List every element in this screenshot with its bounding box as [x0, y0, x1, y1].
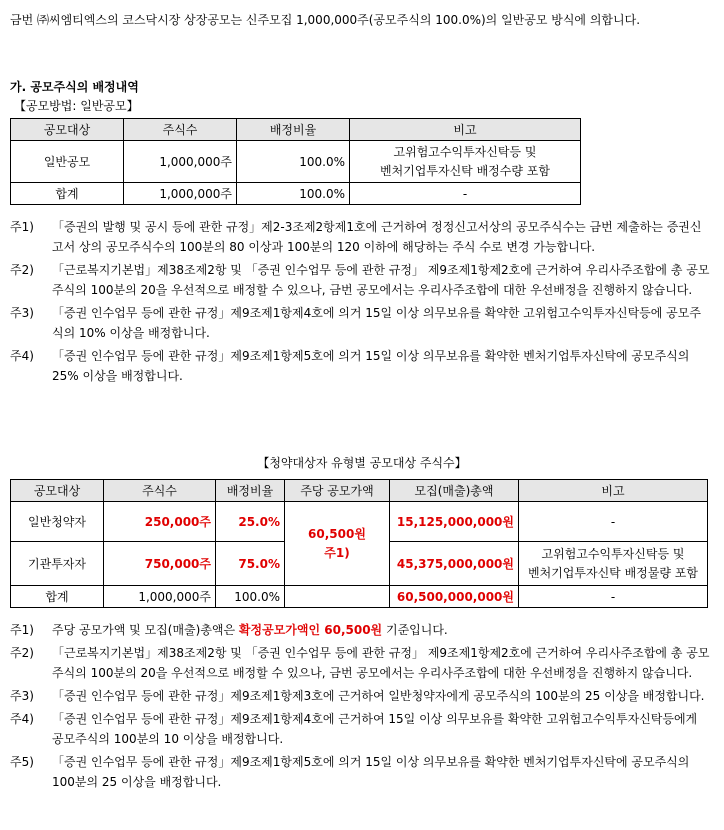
- footnote-label: 주4): [10, 349, 34, 363]
- table-row: [11, 183, 581, 205]
- footnote-text: 「증권 인수업무 등에 관한 규정」제9조제1항제5호에 의거 15일 이상 의무보유를 확약한 벤처기업투자신탁에 공모주식의 100분의 25 이상을 배정합니다.: [52, 755, 690, 789]
- cell-target: 합계: [11, 586, 104, 608]
- footnote-label: 주1): [10, 623, 34, 637]
- cell-note: -: [350, 183, 581, 205]
- footnote-text: 「증권 인수업무 등에 관한 규정」제9조제1항제5호에 의거 15일 이상 의무보유를 확약한 벤처기업투자신탁에 공모주식의 25% 이상을 배정합니다.: [52, 349, 690, 383]
- cell-price: [285, 502, 390, 586]
- table-caption: 【청약대상자 유형별 공모대상 주식수】: [257, 456, 467, 470]
- footnote-text-post: 기준입니다.: [382, 623, 448, 637]
- cell-ratio: 100.0%: [237, 141, 350, 183]
- cell-note: [519, 542, 708, 586]
- footnote-label: 주2): [10, 263, 34, 277]
- footnote-text: 「근로복지기본법」제38조제2항 및 「증권 인수업무 등에 관한 규정」 제9조제1항제2호에 근거하여 우리사주조합에 총 공모주식의 100분의 20을 우선적으로 배정할 수 있으나, 금번 공모에서는 우리사주조합에 대한 우선배정을 진행하지 않습니다.: [52, 646, 710, 680]
- footnote: [10, 260, 712, 300]
- notes-section-1: [10, 217, 712, 389]
- cell-shares: 250,000주: [104, 502, 216, 542]
- cell-ratio: 100.0%: [237, 183, 350, 205]
- cell-ratio: 25.0%: [216, 502, 285, 542]
- footnote: [10, 709, 712, 749]
- subscriber-table: [10, 479, 708, 608]
- header-target: 공모대상: [11, 119, 124, 141]
- footnote: [10, 303, 712, 343]
- header-ratio: 배정비율: [237, 119, 350, 141]
- table-row: [11, 502, 708, 542]
- header-shares: 주식수: [124, 119, 237, 141]
- footnote: [10, 620, 712, 640]
- cell-target: 합계: [11, 183, 124, 205]
- footnote-label: 주1): [10, 220, 34, 234]
- cell-target: 일반청약자: [11, 502, 104, 542]
- cell-note: -: [519, 502, 708, 542]
- section-heading: 가. 공모주식의 배정내역: [10, 80, 139, 94]
- cell-shares: 1,000,000주: [124, 183, 237, 205]
- footnote-text: 「증권의 발행 및 공시 등에 관한 규정」제2-3조제2항제1호에 근거하여 정정신고서상의 공모주식수는 금번 제출하는 증권신고서 상의 공모주식수의 100분의 80 이상과 100분의 120 이하에 해당하는 주식 수로 변경 가능합니다.: [52, 220, 702, 254]
- footnote-label: 주3): [10, 689, 34, 703]
- offering-method: 【공모방법: 일반공모】: [14, 99, 139, 113]
- cell-ratio: 75.0%: [216, 542, 285, 586]
- cell-price-empty: [285, 586, 390, 608]
- footnote: [10, 752, 712, 792]
- cell-target: 일반공모: [11, 141, 124, 183]
- footnote-text: [52, 620, 712, 640]
- price-footnote-ref: 주1): [324, 545, 350, 560]
- cell-note: -: [519, 586, 708, 608]
- header-total: 모집(매출)총액: [390, 480, 519, 502]
- notes-section-2: [10, 620, 712, 795]
- footnote-text: 「증권 인수업무 등에 관한 규정」제9조제1항제4호에 근거하여 15일 이상 의무보유를 확약한 고위험고수익투자신탁등에게 공모주식의 100분의 10 이상을 배정합니다.: [52, 712, 698, 746]
- cell-total: 60,500,000,000원: [390, 586, 519, 608]
- header-price: 주당 공모가액: [285, 480, 390, 502]
- table-row: [11, 586, 708, 608]
- footnote-label: 주5): [10, 755, 34, 769]
- cell-note-line2: 벤처기업투자신탁 배정수량 포함: [380, 163, 550, 178]
- cell-note-line1: 고위험고수익투자신탁등 및: [541, 546, 685, 561]
- cell-ratio: 100.0%: [216, 586, 285, 608]
- footnote: [10, 217, 712, 257]
- cell-total: 45,375,000,000원: [390, 542, 519, 586]
- footnote-label: 주4): [10, 712, 34, 726]
- cell-shares: 1,000,000주: [104, 586, 216, 608]
- header-shares: 주식수: [104, 480, 216, 502]
- footnote-label: 주2): [10, 646, 34, 660]
- header-target: 공모대상: [11, 480, 104, 502]
- header-note: 비고: [519, 480, 708, 502]
- header-ratio: 배정비율: [216, 480, 285, 502]
- header-note: 비고: [350, 119, 581, 141]
- cell-total: 15,125,000,000원: [390, 502, 519, 542]
- footnote-text-bold: 확정공모가액인 60,500원: [238, 623, 383, 637]
- cell-target: 기관투자자: [11, 542, 104, 586]
- intro-paragraph: 금번 ㈜씨엠티엑스의 코스닥시장 상장공모는 신주모집 1,000,000주(공모주식의 100.0%)의 일반공모 방식에 의합니다.: [10, 13, 641, 27]
- footnote: [10, 686, 712, 706]
- footnote-text: 「근로복지기본법」제38조제2항 및 「증권 인수업무 등에 관한 규정」 제9조제1항제2호에 근거하여 우리사주조합에 총 공모주식의 100분의 20을 우선적으로 배정할 수 있으나, 금번 공모에서는 우리사주조합에 대한 우선배정을 진행하지 않습니다.: [52, 263, 710, 297]
- footnote-label: 주3): [10, 306, 34, 320]
- table-header-row: [11, 480, 708, 502]
- footnote-text-pre: 주당 공모가액 및 모집(매출)총액은: [52, 623, 239, 637]
- footnote-text: 「증권 인수업무 등에 관한 규정」제9조제1항제3호에 근거하여 일반청약자에게 공모주식의 100분의 25 이상을 배정합니다.: [52, 689, 705, 703]
- table-row: [11, 141, 581, 183]
- cell-shares: 1,000,000주: [124, 141, 237, 183]
- price-value: 60,500원: [308, 526, 366, 541]
- cell-note: [350, 141, 581, 183]
- cell-note-line2: 벤처기업투자신탁 배정물량 포함: [528, 565, 698, 580]
- footnote: [10, 643, 712, 683]
- cell-shares: 750,000주: [104, 542, 216, 586]
- cell-note-line1: 고위험고수익투자신탁등 및: [393, 144, 537, 159]
- footnote: [10, 346, 712, 386]
- allocation-table: [10, 118, 581, 205]
- table-header-row: [11, 119, 581, 141]
- footnote-text: 「증권 인수업무 등에 관한 규정」제9조제1항제4호에 의거 15일 이상 의무보유를 확약한 고위험고수익투자신탁등에 공모주식의 10% 이상을 배정합니다.: [52, 306, 701, 340]
